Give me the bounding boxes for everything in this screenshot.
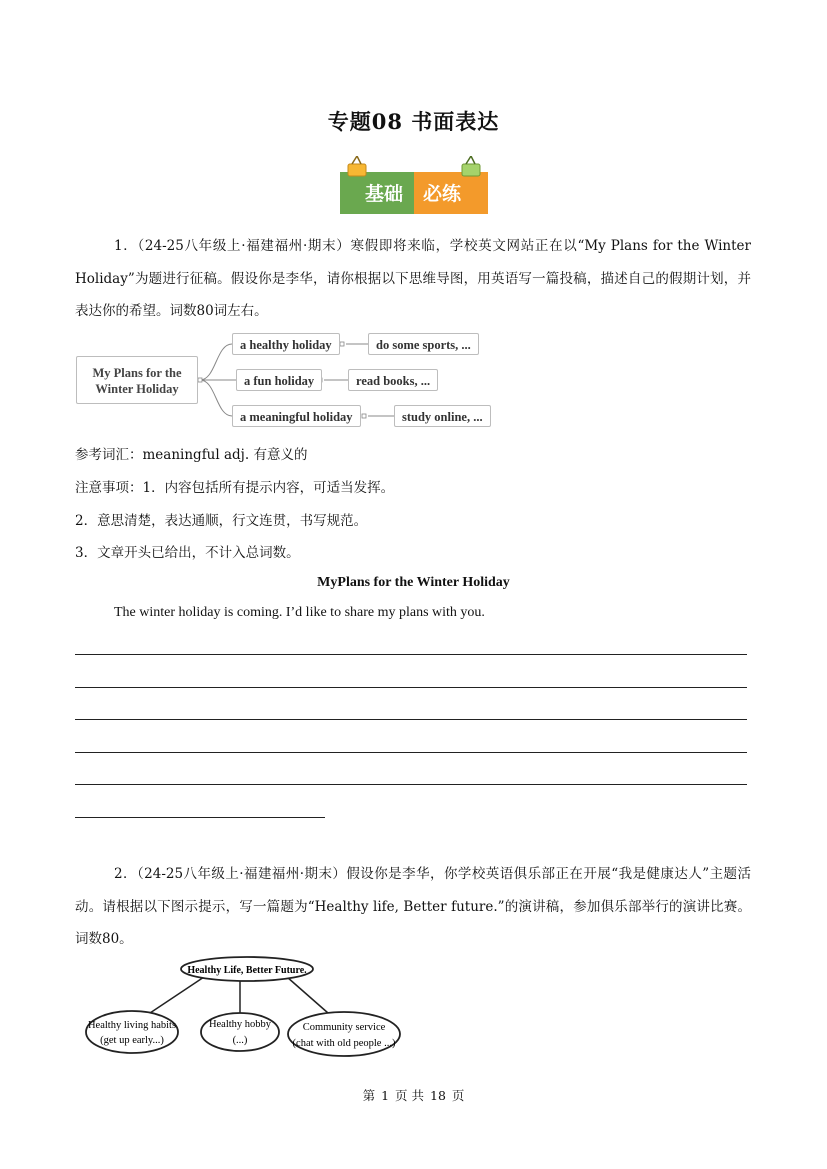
diagram-left-line2: (get up early...) <box>100 1035 164 1046</box>
writing-line <box>75 817 325 818</box>
diagram-mid-line2: (...) <box>232 1035 248 1046</box>
q1-note-2: 2．意思清楚，表达通顺，行文连贯，书写规范。 <box>75 513 368 529</box>
diagram-right-line1: Community service <box>302 1022 386 1033</box>
q1-vocab: 参考词汇：meaningful adj. 有意义的 <box>75 447 308 463</box>
q2-diagram <box>82 955 402 1060</box>
q2-diagram-graphic <box>82 955 402 1060</box>
diagram-mid-line1: Healthy hobby <box>208 1019 272 1030</box>
writing-line <box>75 752 747 753</box>
footer-suffix: 页 <box>451 1088 465 1103</box>
mindmap-branch-fun: a fun holiday <box>236 369 322 391</box>
essay-opening: The winter holiday is coming. I’d like to share my plans with you. <box>114 605 485 620</box>
section-badge <box>340 156 488 214</box>
writing-line <box>75 784 747 785</box>
essay-title: MyPlans for the Winter Holiday <box>317 575 510 590</box>
footer-current-page: 1 <box>381 1088 390 1103</box>
mindmap-root <box>76 356 198 404</box>
q1-note-3: 3．文章开头已给出，不计入总词数。 <box>75 545 300 561</box>
writing-line <box>75 654 747 655</box>
diagram-top-text: Healthy Life, Better Future. <box>187 965 307 976</box>
mindmap-root-line1: My Plans for the <box>92 366 182 380</box>
footer-prefix: 第 <box>362 1088 376 1103</box>
footer-total-pages: 18 <box>430 1088 446 1103</box>
q2-prompt: 2．（24-25八年级上·福建福州·期末）假设你是李华，你学校英语俱乐部正在开展“我是健康达人”主题活动。请根据以下图示提示，写一篇题为“Healthy life, Better future.”的演讲稿，参加俱乐部举行的演讲比赛。词数80。 <box>75 866 751 947</box>
diagram-right-line2: (chat with old people ...) <box>292 1038 396 1049</box>
writing-line <box>75 719 747 720</box>
mindmap-detail-meaningful: study online, ... <box>394 405 491 427</box>
q1-prompt: 1．（24-25八年级上·福建福州·期末）寒假即将来临，学校英文网站正在以“My Plans for the Winter Holiday”为题进行征稿。假设你是李华，请你根据以下思维导图，用英语写一篇投稿，描述自己的假期计划，并表达你的希望。词数80词左右。 <box>75 238 751 319</box>
clip-icon <box>462 156 480 176</box>
clip-icon <box>348 156 366 176</box>
mindmap-branch-meaningful: a meaningful holiday <box>232 405 361 427</box>
diagram-left-line1: Healthy living habits <box>87 1020 177 1031</box>
mindmap-detail-fun: read books, ... <box>348 369 438 391</box>
badge-left-text: 基础 <box>364 183 404 205</box>
q1-note-1: 注意事项：1．内容包括所有提示内容，可适当发挥。 <box>75 480 395 496</box>
footer-mid: 页 共 <box>395 1088 425 1103</box>
badge-right-text: 必练 <box>422 183 462 205</box>
mindmap-root-line2: Winter Holiday <box>95 382 179 396</box>
mindmap-branch-healthy: a healthy holiday <box>232 333 340 355</box>
q1-mindmap <box>76 332 506 432</box>
page-footer <box>0 1086 827 1104</box>
mindmap-detail-healthy: do some sports, ... <box>368 333 479 355</box>
writing-line <box>75 687 747 688</box>
page-title: 专题08 书面表达 <box>327 109 500 134</box>
badge-graphic <box>340 156 488 214</box>
